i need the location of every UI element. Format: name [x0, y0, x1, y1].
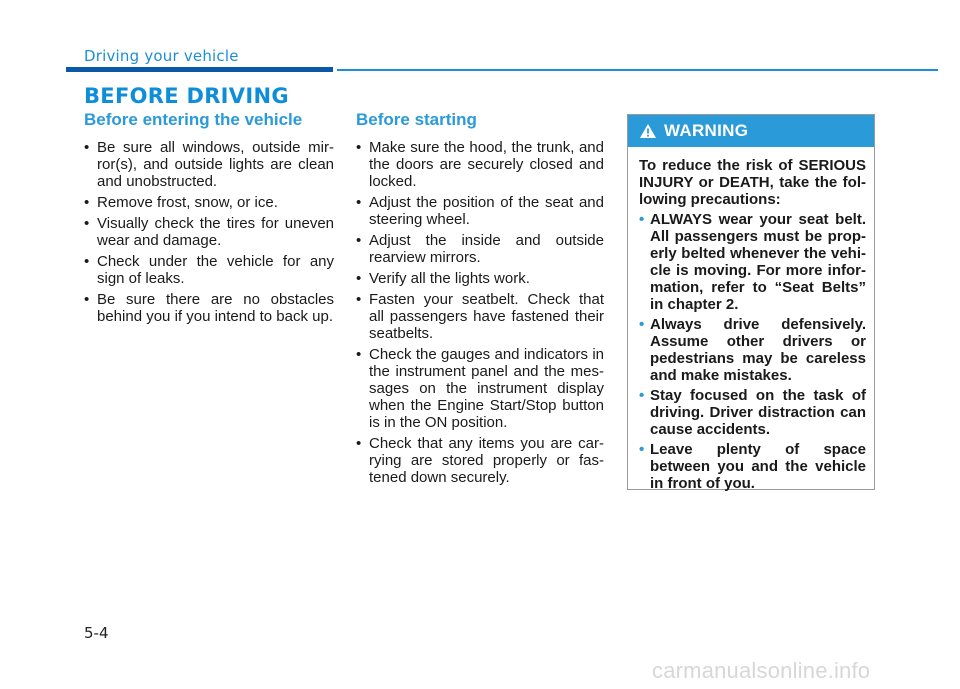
warning-box: [627, 114, 875, 490]
list-item: • Visually check the tires for uneven wear and damage.: [84, 215, 334, 249]
bullet: •: [84, 139, 90, 156]
bullet: •: [639, 387, 645, 404]
bullet: •: [356, 232, 362, 249]
list-item: • Check the gauges and indicators in the instrument panel and the mes-sages on the instrument display when the Engine Start/Stop button is in the ON position.: [356, 346, 604, 431]
warning-list: [639, 211, 866, 492]
warning-item: • Always drive defensively. Assume other drivers or pedestrians may be careless and make mistakes.: [639, 316, 866, 384]
warning-body: [628, 147, 874, 492]
before-starting-list: [356, 139, 604, 486]
bullet: •: [356, 346, 362, 363]
before-starting-heading: Before starting: [356, 110, 477, 129]
before-entering-section: [84, 110, 334, 329]
list-item: • Check that any items you are car-rying are stored properly or fas-tened down securely.: [356, 435, 604, 486]
list-item: • Be sure there are no obstacles behind you if you intend to back up.: [84, 291, 334, 325]
warning-item: • ALWAYS wear your seat belt. All passengers must be prop-erly belted whenever the vehi-cle is moving. For more infor-mation, refer to “Seat Belts” in chapter 2.: [639, 211, 866, 313]
header-rule-thick: [66, 67, 333, 72]
warning-triangle-icon: [639, 123, 657, 139]
bullet: •: [356, 194, 362, 211]
before-entering-list: [84, 139, 334, 325]
bullet: •: [84, 291, 90, 308]
bullet: •: [639, 316, 645, 333]
list-item: • Adjust the position of the seat and steering wheel.: [356, 194, 604, 228]
list-item: • Make sure the hood, the trunk, and the doors are securely closed and locked.: [356, 139, 604, 190]
list-item: • Adjust the inside and outside rearview mirrors.: [356, 232, 604, 266]
warning-item: • Stay focused on the task of driving. Driver distraction can cause accidents.: [639, 387, 866, 438]
watermark: carmanualsonline.info: [652, 658, 871, 683]
list-item: • Fasten your seatbelt. Check that all passengers have fastened their seatbelts.: [356, 291, 604, 342]
bullet: •: [356, 270, 362, 287]
page-title: BEFORE DRIVING: [84, 84, 289, 108]
bullet: •: [356, 291, 362, 308]
header-rule-thin: [337, 69, 938, 71]
warning-label: WARNING: [664, 121, 749, 140]
warning-header: [628, 115, 874, 147]
bullet: •: [84, 253, 90, 270]
list-item: • Check under the vehicle for any sign of leaks.: [84, 253, 334, 287]
list-item: • Be sure all windows, outside mir-ror(s), and outside lights are clean and unobstructed.: [84, 139, 334, 190]
warning-item: • Leave plenty of space between you and the vehicle in front of you.: [639, 441, 866, 492]
section-label: Driving your vehicle: [84, 47, 239, 65]
bullet: •: [84, 215, 90, 232]
bullet: •: [639, 211, 645, 228]
bullet: •: [84, 194, 90, 211]
page-number: 5-4: [84, 624, 109, 642]
list-item: • Remove frost, snow, or ice.: [84, 194, 278, 211]
list-item: • Verify all the lights work.: [356, 270, 530, 287]
before-entering-heading: Before entering the vehicle: [84, 110, 303, 129]
bullet: •: [639, 441, 645, 458]
bullet: •: [356, 139, 362, 156]
warning-intro: To reduce the risk of SERIOUS INJURY or DEATH, take the fol-lowing precautions:: [639, 157, 866, 208]
bullet: •: [356, 435, 362, 452]
before-starting-section: [356, 110, 604, 490]
